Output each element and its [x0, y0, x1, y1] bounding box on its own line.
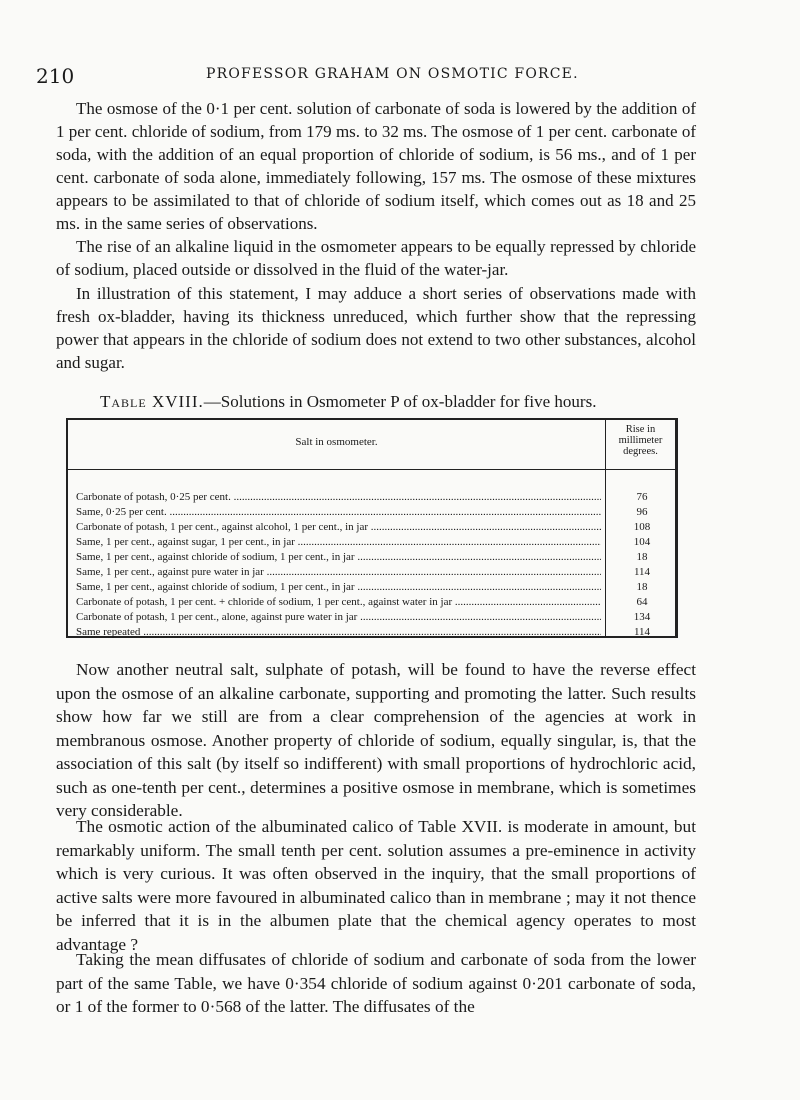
- row-value: 18: [636, 551, 648, 563]
- paragraph-1: The osmose of the 0·1 per cent. solution of carbonate of soda is lowered by the addition of 1 per cent. chloride of sodium, from 179 ms. to 32 ms. The osmose of 1 per cent. carbonate of soda, with the addition of an equal proportion of chloride of sodium, is 56 ms., and of 1 per cent. carbonate of soda alone, immediately following, 157 ms. The osmose of these mixtures appears to be assimilated to that of chloride of sodium itself, which comes out as 18 and 25 ms. in the same series of observations.: [56, 99, 696, 233]
- table-row: [68, 610, 675, 625]
- column-header-salt: Salt in osmometer.: [295, 436, 378, 448]
- running-head: PROFESSOR GRAHAM ON OSMOTIC FORCE.: [206, 66, 579, 82]
- table-row: [68, 565, 675, 580]
- table-title-label: Table XVIII.: [100, 392, 204, 411]
- page-header: [36, 60, 696, 88]
- row-description: Same, 1 per cent., against chloride of sodium, 1 per cent., in jar .....: [76, 550, 601, 565]
- row-value: 134: [633, 611, 651, 623]
- table-row: [68, 580, 675, 595]
- row-value: 18: [636, 581, 648, 593]
- row-description: Carbonate of potash, 1 per cent., alone, against pure water in jar .....: [76, 610, 601, 625]
- table-header-divider: [68, 469, 675, 470]
- table-title-text: —Solutions in Osmometer P of ox-bladder for five hours.: [203, 392, 597, 411]
- row-value: 104: [633, 536, 651, 548]
- row-description: Carbonate of potash, 1 per cent. + chloride of sodium, 1 per cent., against water in jar .....: [76, 595, 601, 610]
- table-body: [68, 490, 675, 640]
- row-description: Carbonate of potash, 1 per cent., against alcohol, 1 per cent., in jar .....: [76, 520, 601, 535]
- row-value: 64: [636, 596, 648, 608]
- row-value: 96: [636, 506, 648, 518]
- table-row: [68, 625, 675, 640]
- row-value: 76: [636, 491, 648, 503]
- table-row: [68, 520, 675, 535]
- table-title: [100, 392, 700, 412]
- table-row: [68, 490, 675, 505]
- data-table: [66, 418, 678, 638]
- table-row: [68, 535, 675, 550]
- row-description: Same, 0·25 per cent. .....: [76, 505, 601, 520]
- row-description: Same, 1 per cent., against chloride of sodium, 1 per cent., in jar .....: [76, 580, 601, 595]
- row-value: 114: [633, 626, 651, 638]
- paragraph-2: The rise of an alkaline liquid in the osmometer appears to be equally repressed by chloride of sodium, placed outside or dissolved in the fluid of the water-jar.: [56, 237, 696, 279]
- row-description: Same, 1 per cent., against sugar, 1 per cent., in jar .....: [76, 535, 601, 550]
- paragraph-4: Now another neutral salt, sulphate of potash, will be found to have the reverse effect upon the osmose of an alkaline carbonate, supporting and promoting the latter. Such results show how far we still are from a clear comprehension of the agencies at work in membranous osmose. Another property of chloride of sodium, equally singular, is, that the association of this salt (by itself so indifferent) with small proportions of hydrochloric acid, such as one-tenth per cent., determines a positive osmose in membrane, which is sometimes very considerable.: [56, 660, 696, 820]
- column-header-rise: Rise in millimeter degrees.: [618, 424, 663, 457]
- row-description: Same, 1 per cent., against pure water in jar .....: [76, 565, 601, 580]
- paragraph-3: In illustration of this statement, I may adduce a short series of observations made with fresh ox-bladder, having its thickness unreduced, which further show that the repressing power that appears in the chloride of sodium does not extend to two other substances, alcohol and sugar.: [56, 284, 696, 372]
- table-row: [68, 550, 675, 565]
- row-description: Same repeated .....: [76, 625, 601, 640]
- paragraph-6: Taking the mean diffusates of chloride of sodium and carbonate of soda from the lower part of the same Table, we have 0·354 chloride of sodium against 0·201 carbonate of soda, or 1 of the former to 0·568 of the latter. The diffusates of the: [56, 950, 696, 1016]
- page-number: 210: [36, 64, 75, 88]
- table-row: [68, 505, 675, 520]
- paragraph-5: The osmotic action of the albuminated calico of Table XVII. is moderate in amount, but remarkably uniform. The small tenth per cent. solution assumes a pre-eminence in activity which is very curious. It was often observed in the inquiry, that the small proportions of active salts were more favoured in albuminated calico than in membrane ; may it not thence be inferred that it is in the albumen plate that the chemical agency operates to most advantage ?: [56, 817, 696, 954]
- row-value: 114: [633, 566, 651, 578]
- table-row: [68, 595, 675, 610]
- row-description: Carbonate of potash, 0·25 per cent. .....: [76, 490, 601, 505]
- row-value: 108: [633, 521, 651, 533]
